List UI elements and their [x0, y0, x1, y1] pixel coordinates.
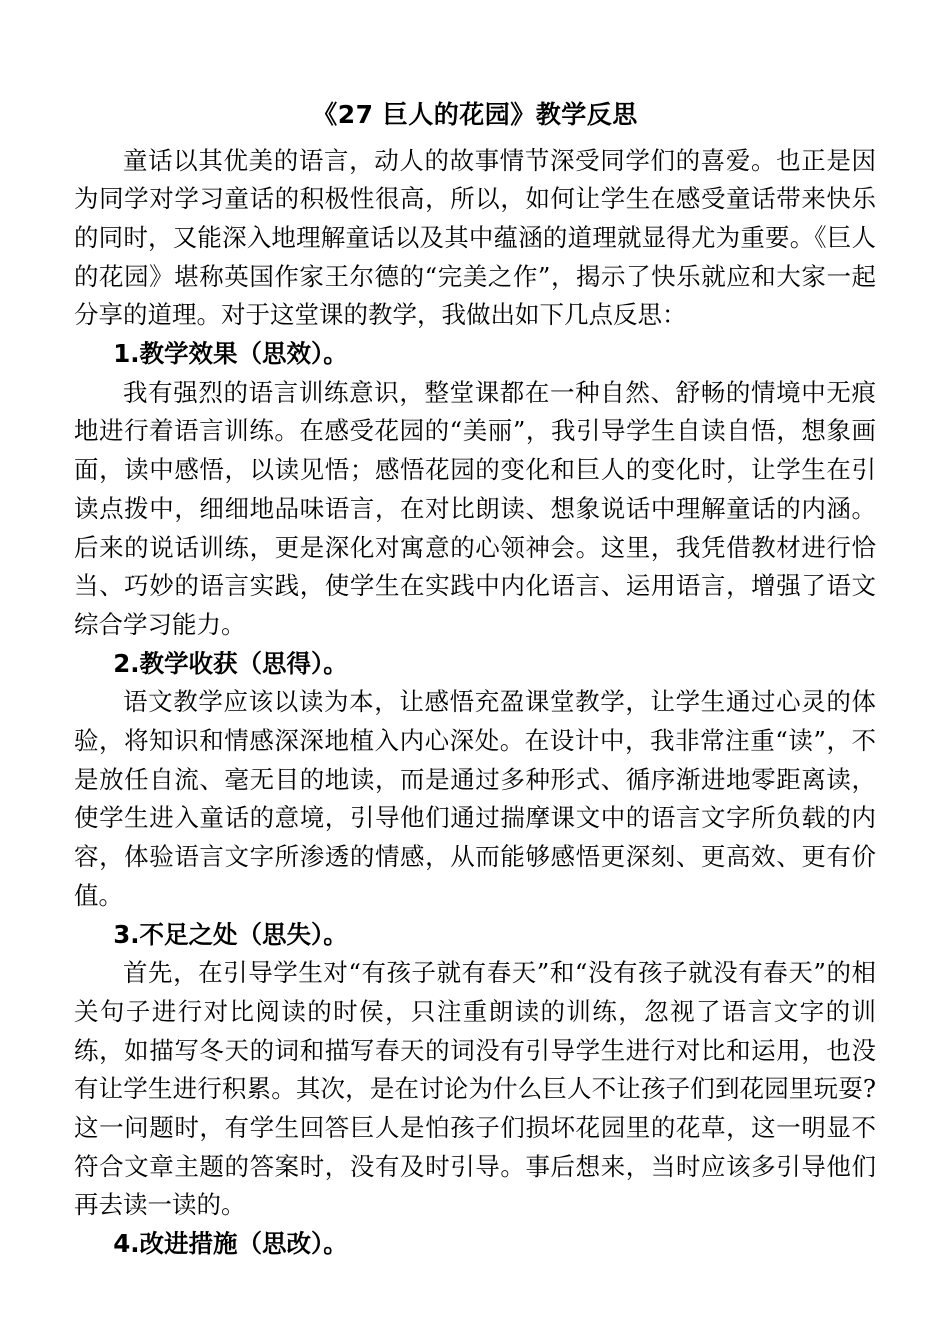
- section-body-3: 首先，在引导学生对“有孩子就有春天”和“没有孩子就没有春天”的相关句子进行对比阅读的时侯，只注重朗读的训练，忽视了语言文字的训练，如描写冬天的词和描写春天的词没有引导学生进行对比和运用，也没有让学生进行积累。其次，是在讨论为什么巨人不让孩子们到花园里玩耍?这一问题时，有学生回答巨人是怕孩子们损坏花园里的花草，这一明显不符合文章主题的答案时，没有及时引导。事后想来，当时应该多引导他们再去读一读的。: [74, 958, 876, 1220]
- section-heading-2: 2.教学收获（思得）。: [113, 648, 348, 678]
- section-heading-3: 3.不足之处（思失）。: [113, 919, 348, 949]
- intro-paragraph: 童话以其优美的语言，动人的故事情节深受同学们的喜爱。也正是因为同学对学习童话的积极性很高，所以，如何让学生在感受童话带来快乐的同时，又能深入地理解童话以及其中蕴涵的道理就显得尤为重要。《巨人的花园》堪称英国作家王尔德的“完美之作”，揭示了快乐就应和大家一起分享的道理。对于这堂课的教学，我做出如下几点反思：: [74, 145, 876, 330]
- section-heading-1: 1.教学效果（思效）。: [113, 339, 348, 369]
- section-body-2: 语文教学应该以读为本，让感悟充盈课堂教学，让学生通过心灵的体验，将知识和情感深深地植入内心深处。在设计中，我非常注重“读”，不是放任自流、毫无目的地读，而是通过多种形式、循序渐进地零距离读，使学生进入童话的意境，引导他们通过揣摩课文中的语言文字所负载的内容，体验语言文字所渗透的情感，从而能够感悟更深刻、更高效、更有价值。: [74, 687, 876, 910]
- document-body: [74, 142, 876, 1264]
- section-heading-4: 4.改进措施（思改）。: [113, 1229, 348, 1259]
- page-title: 《27 巨人的花园》教学反思: [312, 100, 638, 129]
- section-body-1: 我有强烈的语言训练意识，整堂课都在一种自然、舒畅的情境中无痕地进行着语言训练。在感受花园的“美丽”，我引导学生自读自悟，想象画面，读中感悟，以读见悟；感悟花园的变化和巨人的变化时，让学生在引读点拨中，细细地品味语言，在对比朗读、想象说话中理解童话的内涵。后来的说话训练，更是深化对寓意的心领神会。这里，我凭借教材进行恰当、巧妙的语言实践，使学生在实践中内化语言、运用语言，增强了语文综合学习能力。: [74, 377, 876, 639]
